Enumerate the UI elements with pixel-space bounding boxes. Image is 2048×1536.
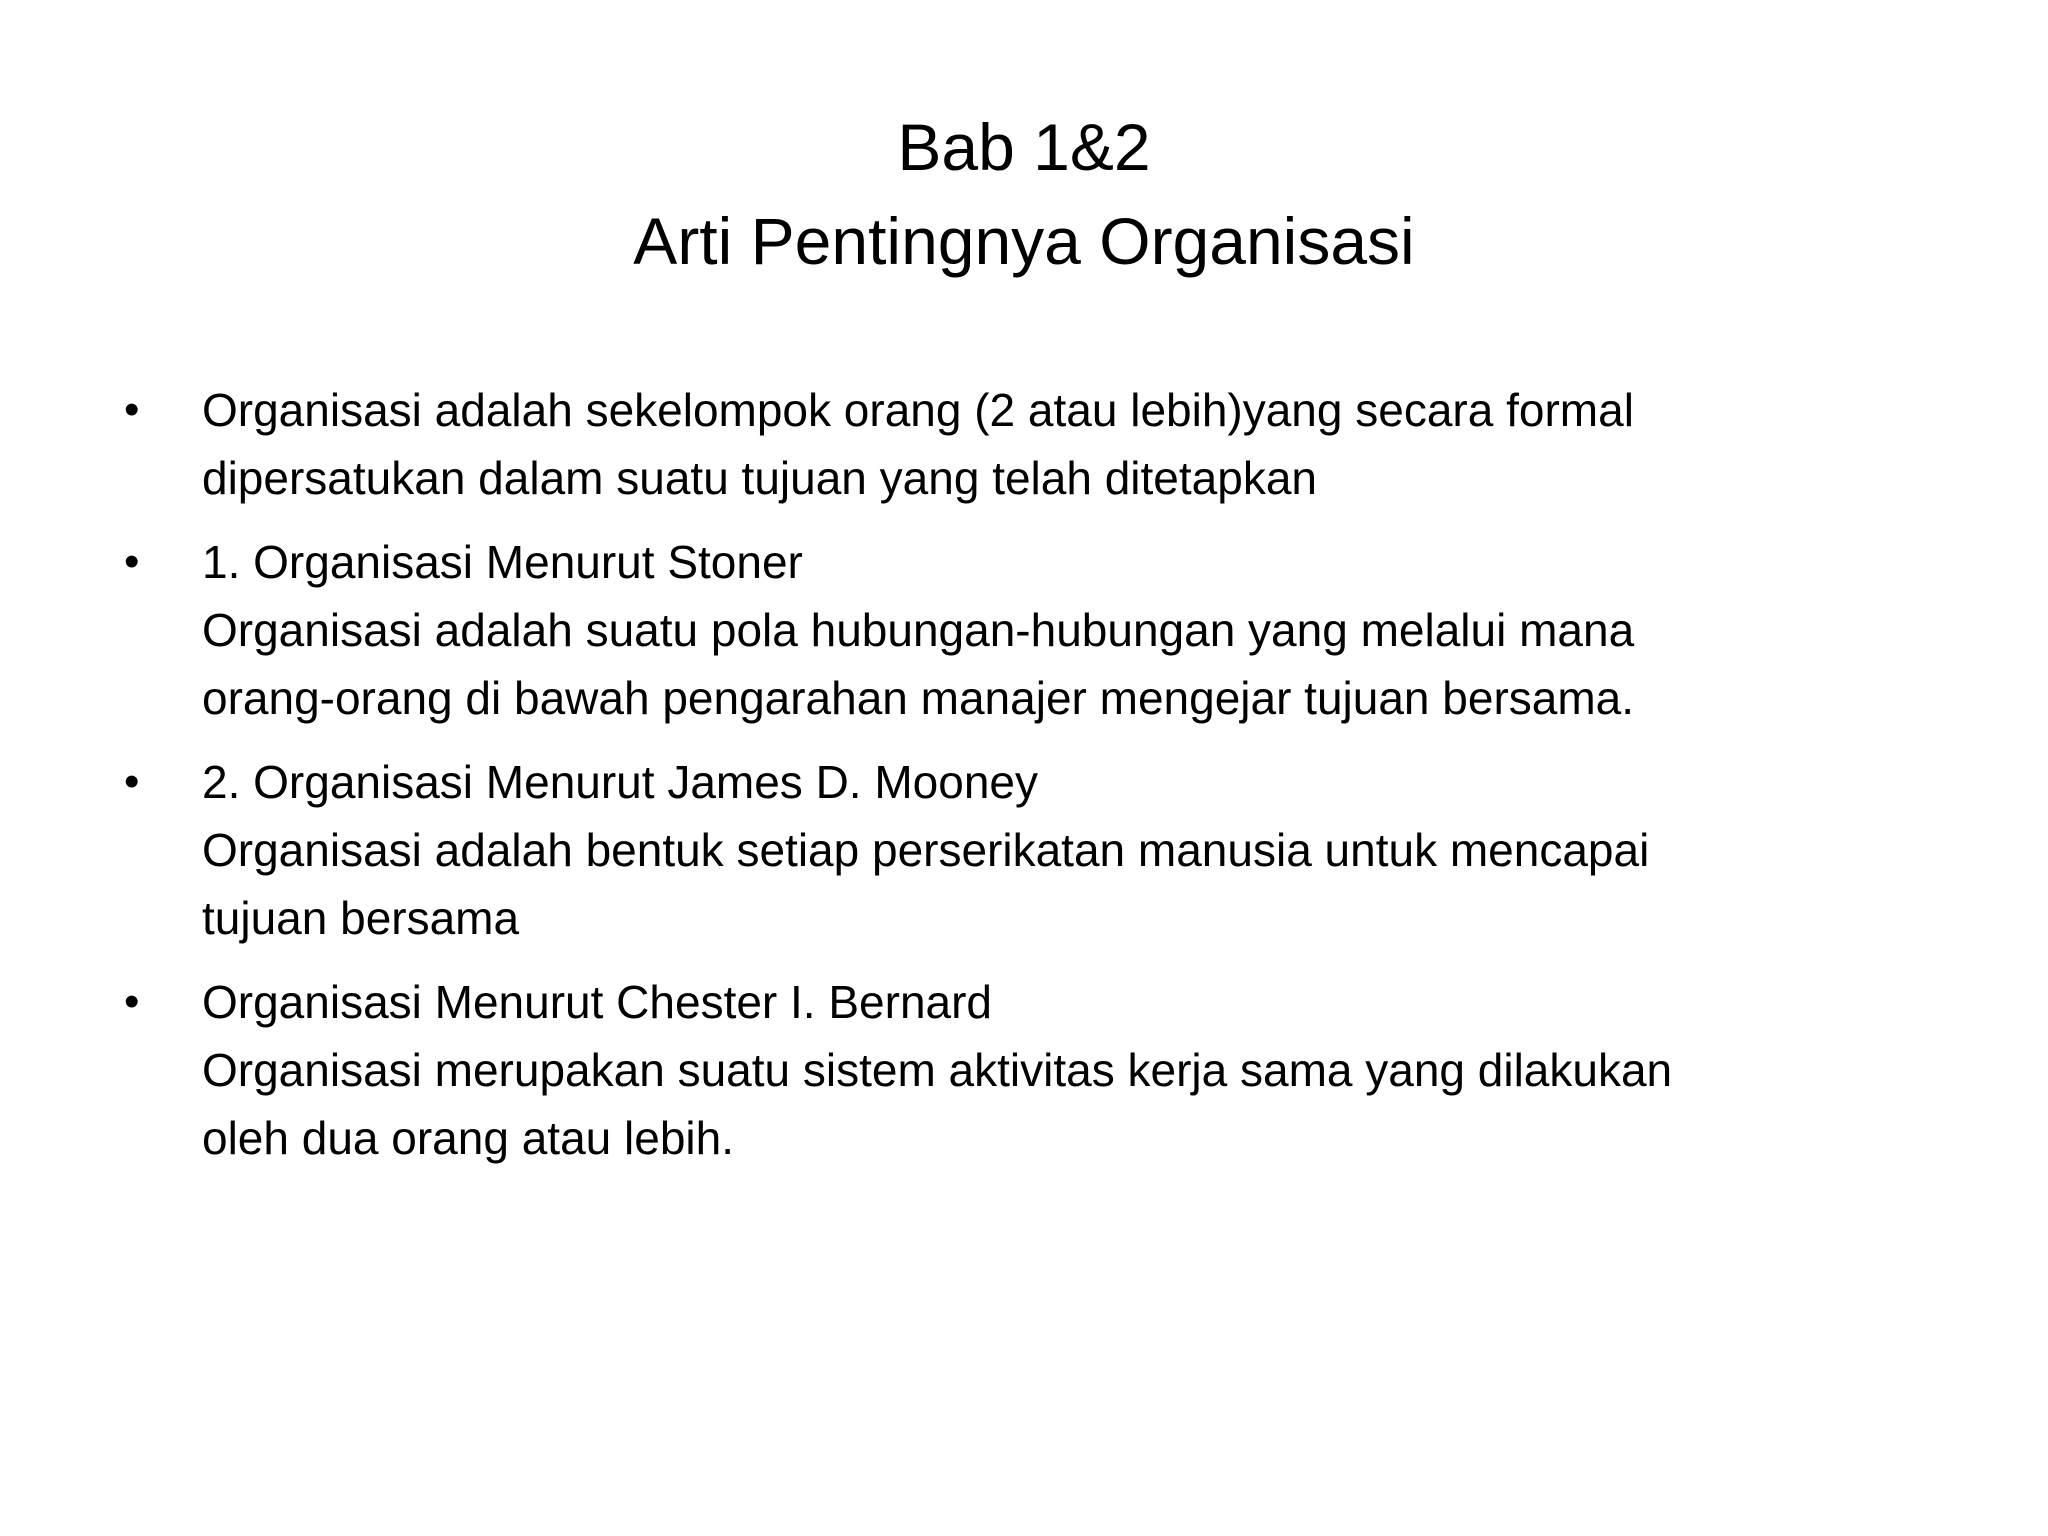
bullet-list bbox=[118, 376, 1918, 1188]
bullet-line: orang-orang di bawah pengarahan manajer mengejar tujuan bersama. bbox=[202, 672, 1635, 724]
bullet-icon: • bbox=[124, 385, 140, 434]
bullet-icon: • bbox=[124, 757, 140, 806]
bullet-icon: • bbox=[124, 977, 140, 1026]
bullet-item-2 bbox=[118, 528, 1918, 732]
bullet-line: Organisasi adalah sekelompok orang (2 atau lebih)yang secara formal bbox=[202, 384, 1634, 436]
title-line-1: Bab 1&2 bbox=[897, 110, 1151, 184]
bullet-icon: • bbox=[124, 537, 140, 586]
bullet-line: Organisasi adalah bentuk setiap perserikatan manusia untuk mencapai bbox=[202, 824, 1650, 876]
bullet-line: oleh dua orang atau lebih. bbox=[202, 1112, 734, 1164]
bullet-line: Organisasi Menurut Chester I. Bernard bbox=[202, 976, 993, 1028]
bullet-line: Organisasi adalah suatu pola hubungan-hubungan yang melalui mana bbox=[202, 604, 1635, 656]
bullet-line: Organisasi merupakan suatu sistem aktivitas kerja sama yang dilakukan bbox=[202, 1044, 1673, 1096]
bullet-line: dipersatukan dalam suatu tujuan yang telah ditetapkan bbox=[202, 452, 1318, 504]
bullet-item-3 bbox=[118, 748, 1918, 952]
bullet-line: tujuan bersama bbox=[202, 892, 520, 944]
bullet-line: 2. Organisasi Menurut James D. Mooney bbox=[202, 756, 1039, 808]
slide-title bbox=[0, 100, 2048, 288]
title-line-2: Arti Pentingnya Organisasi bbox=[633, 204, 1415, 278]
bullet-item-1 bbox=[118, 376, 1918, 512]
bullet-line: 1. Organisasi Menurut Stoner bbox=[202, 536, 803, 588]
bullet-item-4 bbox=[118, 968, 1918, 1172]
